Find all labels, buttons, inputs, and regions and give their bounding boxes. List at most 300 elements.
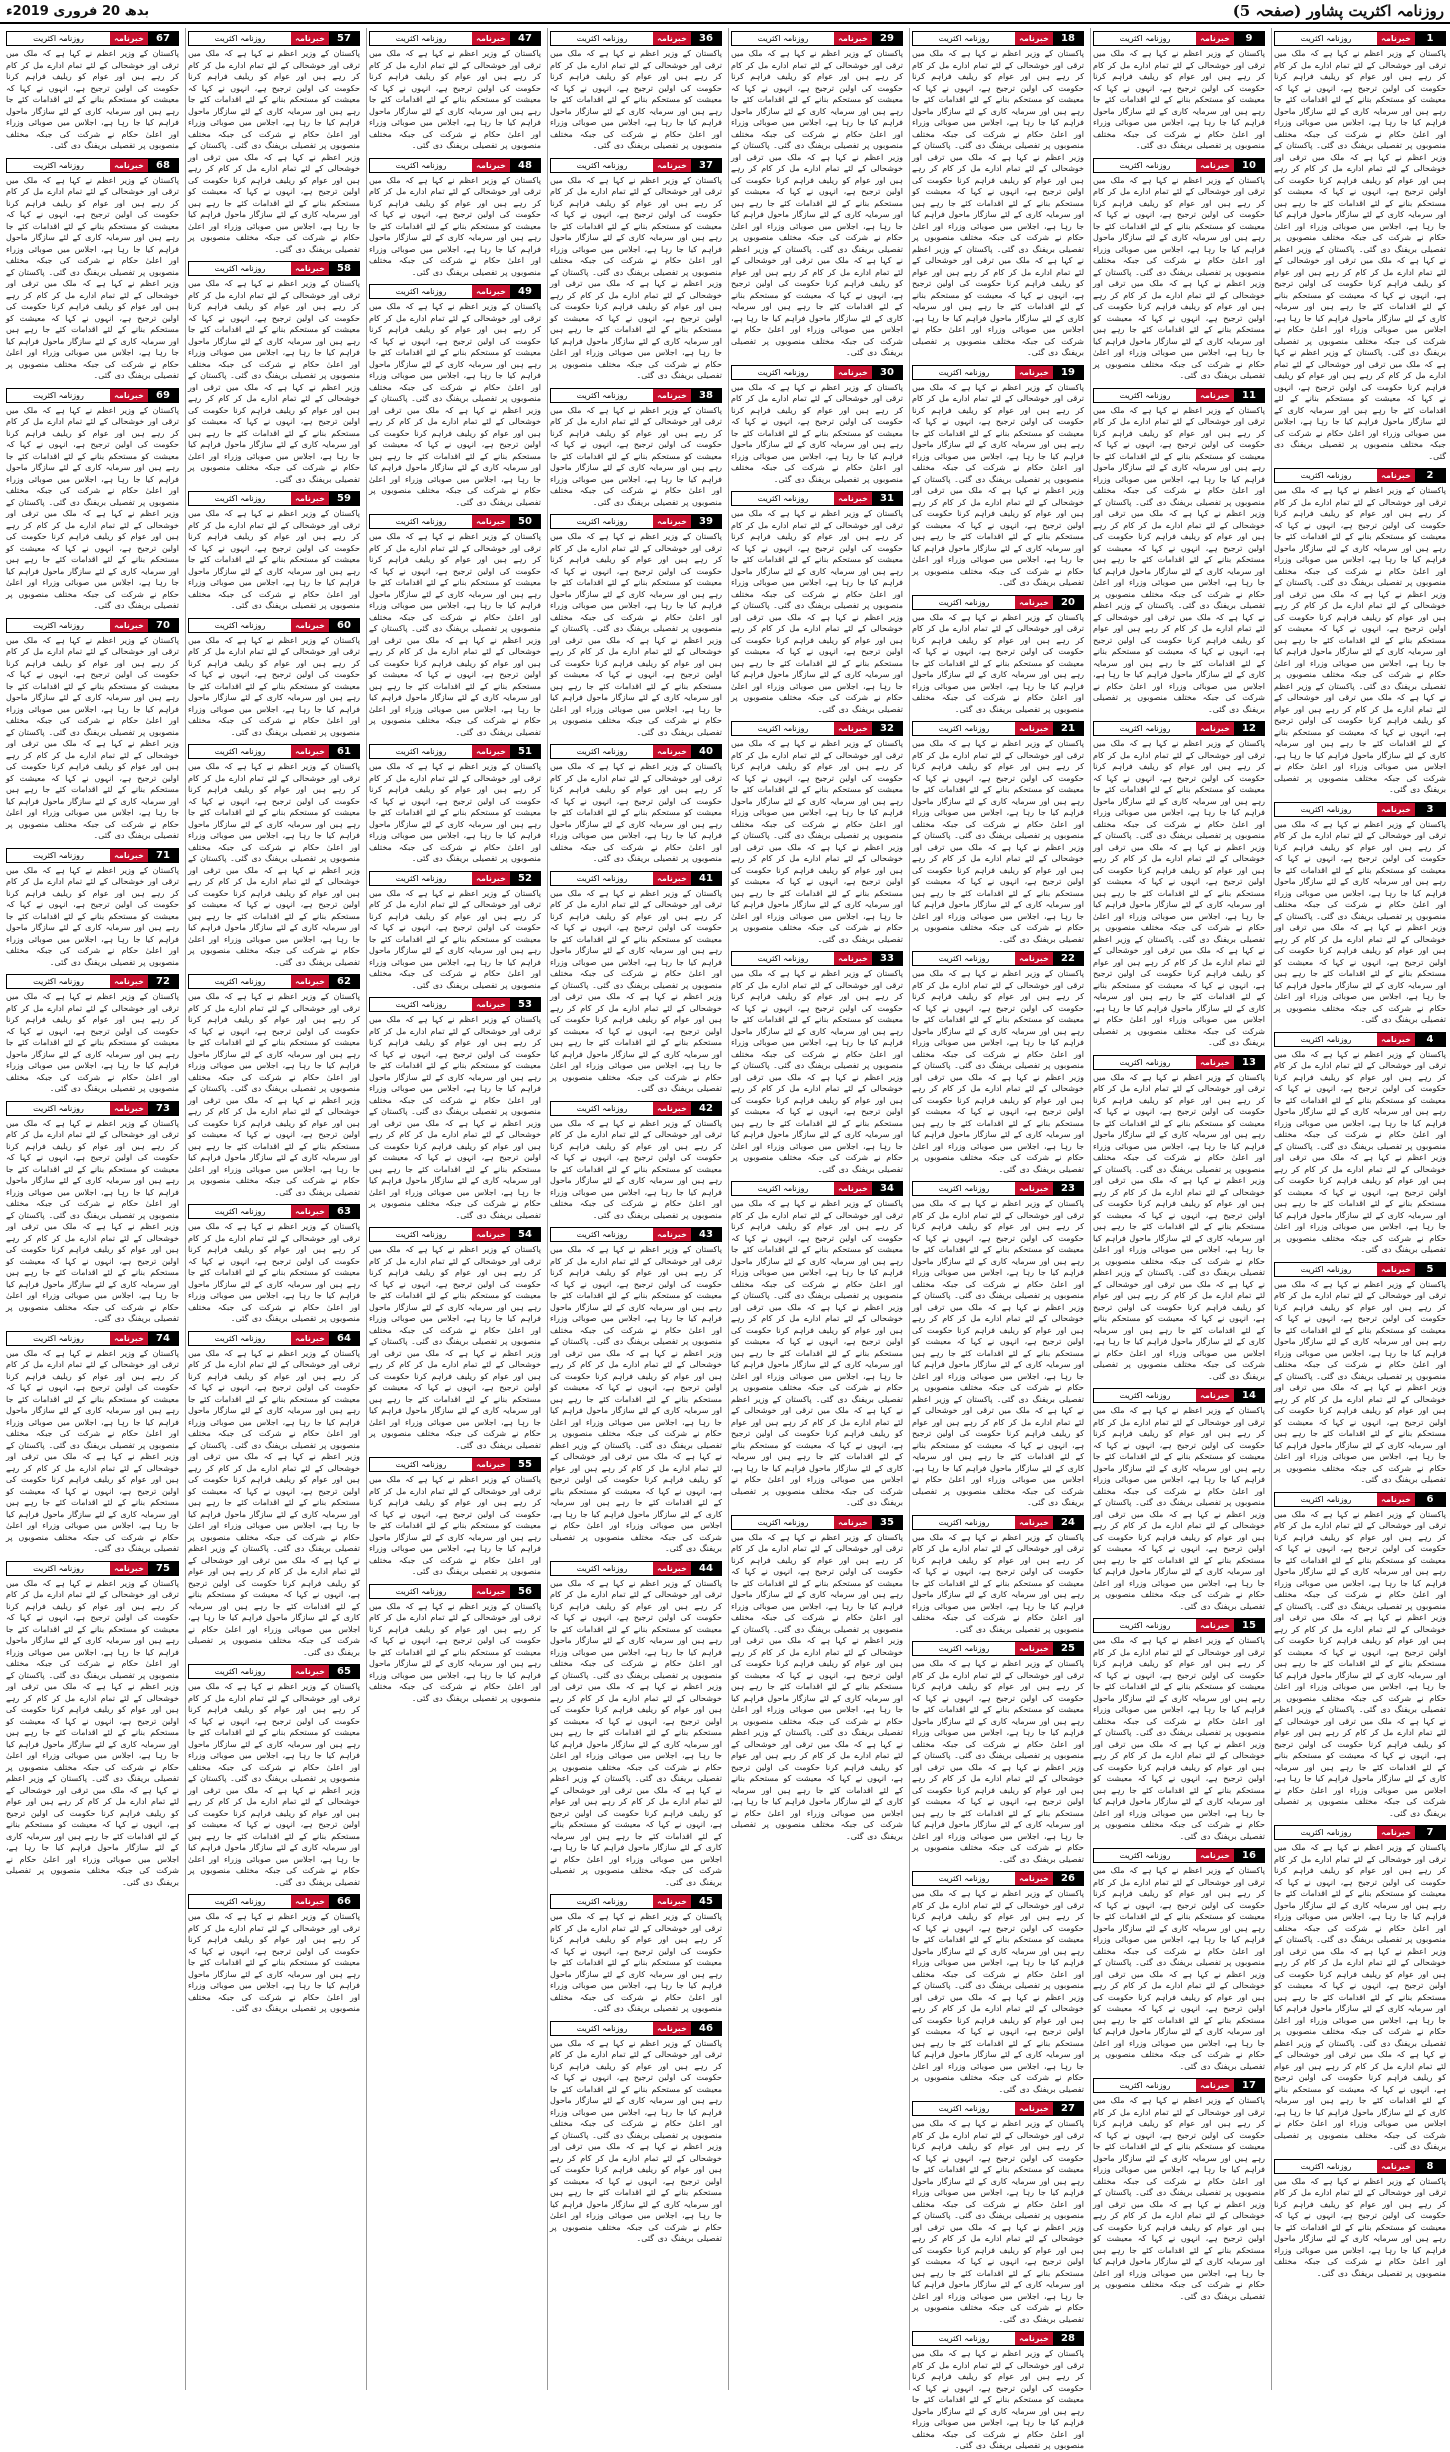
news-tag-label: خبرنامہ <box>834 952 872 965</box>
news-item-number: 63 <box>329 1205 359 1218</box>
title-text: روزنامہ اکثریت <box>1348 2 1444 20</box>
news-item-header <box>188 1664 360 1679</box>
news-source-label: روزنامہ اکثریت <box>189 745 291 758</box>
news-item <box>6 974 179 1095</box>
news-item-number: 38 <box>691 389 721 402</box>
news-item <box>6 31 179 152</box>
news-item-header <box>731 31 903 46</box>
news-item <box>188 31 360 255</box>
news-item-number: 67 <box>148 32 178 45</box>
news-tag-label: خبرنامہ <box>1015 32 1053 45</box>
news-item-header <box>912 721 1084 736</box>
news-item-number: 72 <box>148 975 178 988</box>
news-item-number: 41 <box>691 872 721 885</box>
news-tag-label: خبرنامہ <box>1015 366 1053 379</box>
news-source-label: روزنامہ اکثریت <box>1094 159 1196 172</box>
news-tag-label: خبرنامہ <box>1377 803 1415 816</box>
news-source-label: روزنامہ اکثریت <box>370 998 472 1011</box>
news-item-text: پاکستان کے وزیر اعظم نے کہا ہے کہ ملک میں ترقی اور خوشحالی کے لئے تمام ادارے مل کر کام کر رہے ہیں اور عوام کو ریلیف فراہم کرنا حکومت کی اولین ترجیح ہے، انہوں نے کہا کہ معیشت کو مستحکم بنانے کے لئے اقدامات کئے جا رہے ہیں اور سرمایہ کاری کے لئے سازگار ماحول فراہم کیا جا رہا ہے، اجلاس میں صوبائی وزراء اور اعلیٰ حکام نے شرکت کی جبکہ مختلف منصوبوں پر تفصیلی بریفنگ دی گئی۔ پاکستان کے وزیر اعظم نے کہا ہے کہ ملک میں ترقی اور خوشحالی کے لئے تمام ادارے مل کر کام کر رہے ہیں اور عوام کو ریلیف فراہم کرنا حکومت کی اولین ترجیح ہے، انہوں نے کہا کہ معیشت کو مستحکم بنانے کے لئے اقدامات کئے جا رہے ہیں اور سرمایہ کاری کے لئے سازگار ماحول فراہم کیا جا رہا ہے، اجلاس میں صوبائی وزراء اور اعلیٰ حکام نے شرکت کی جبکہ مختلف منصوبوں پر تفصیلی بریفنگ دی گئی۔ پاکستان کے وزیر اعظم نے کہا ہے کہ ملک میں ترقی اور خوشحالی کے لئے تمام ادارے مل کر کام کر رہے ہیں اور عوام کو ریلیف فراہم کرنا حکومت کی اولین ترجیح ہے، انہوں نے کہا کہ معیشت کو مستحکم بنانے کے لئے اقدامات کئے جا رہے ہیں اور سرمایہ کاری کے لئے سازگار ماحول فراہم کیا جا رہا ہے، اجلاس میں صوبائی وزراء اور اعلیٰ حکام نے شرکت کی جبکہ مختلف منصوبوں پر تفصیلی بریفنگ دی گئی۔ <box>912 1199 1084 1507</box>
news-column <box>728 28 905 2390</box>
news-item-text: پاکستان کے وزیر اعظم نے کہا ہے کہ ملک میں ترقی اور خوشحالی کے لئے تمام ادارے مل کر کام کر رہے ہیں اور عوام کو ریلیف فراہم کرنا حکومت کی اولین ترجیح ہے، انہوں نے کہا کہ معیشت کو مستحکم بنانے کے لئے اقدامات کئے جا رہے ہیں اور سرمایہ کاری کے لئے سازگار ماحول فراہم کیا جا رہا ہے، اجلاس میں صوبائی وزراء اور اعلیٰ حکام نے شرکت کی جبکہ مختلف منصوبوں پر تفصیلی بریفنگ دی گئی۔ پاکستان کے وزیر اعظم نے کہا ہے کہ ملک میں ترقی اور خوشحالی کے لئے تمام ادارے مل کر کام کر رہے ہیں اور عوام کو ریلیف فراہم کرنا حکومت کی اولین ترجیح ہے، انہوں نے کہا کہ معیشت کو مستحکم بنانے کے لئے اقدامات کئے جا رہے ہیں اور سرمایہ کاری کے لئے سازگار ماحول فراہم کیا جا رہا ہے، اجلاس میں صوبائی وزراء اور اعلیٰ حکام نے شرکت کی جبکہ مختلف منصوبوں پر تفصیلی بریفنگ دی گئی۔ پاکستان کے وزیر اعظم نے کہا ہے کہ ملک میں ترقی اور خوشحالی کے لئے تمام ادارے مل کر کام کر رہے ہیں اور عوام کو ریلیف فراہم کرنا حکومت کی اولین ترجیح ہے، انہوں نے کہا کہ معیشت کو مستحکم بنانے کے لئے اقدامات کئے جا رہے ہیں اور سرمایہ کاری کے لئے سازگار ماحول فراہم کیا جا رہا ہے، اجلاس میں صوبائی وزراء اور اعلیٰ حکام نے شرکت کی جبکہ مختلف منصوبوں پر تفصیلی بریفنگ دی گئی۔ <box>1274 1509 1446 1818</box>
news-source-label: روزنامہ اکثریت <box>913 1642 1015 1655</box>
news-tag-label: خبرنامہ <box>1377 2160 1415 2173</box>
news-tag-label: خبرنامہ <box>1015 2102 1053 2115</box>
news-tag-label: خبرنامہ <box>653 1228 691 1241</box>
news-tag-label: خبرنامہ <box>1377 469 1415 482</box>
news-item <box>912 951 1084 1175</box>
news-item-text: پاکستان کے وزیر اعظم نے کہا ہے کہ ملک میں ترقی اور خوشحالی کے لئے تمام ادارے مل کر کام کر رہے ہیں اور عوام کو ریلیف فراہم کرنا حکومت کی اولین ترجیح ہے، انہوں نے کہا کہ معیشت کو مستحکم بنانے کے لئے اقدامات کئے جا رہے ہیں اور سرمایہ کاری کے لئے سازگار ماحول فراہم کیا جا رہا ہے، اجلاس میں صوبائی وزراء اور اعلیٰ حکام نے شرکت کی جبکہ مختلف منصوبوں پر تفصیلی بریفنگ دی گئی۔ پاکستان کے وزیر اعظم نے کہا ہے کہ ملک میں ترقی اور خوشحالی کے لئے تمام ادارے مل کر کام کر رہے ہیں اور عوام کو ریلیف فراہم کرنا حکومت کی اولین ترجیح ہے، انہوں نے کہا کہ معیشت کو مستحکم بنانے کے لئے اقدامات کئے جا رہے ہیں اور سرمایہ کاری کے لئے سازگار ماحول فراہم کیا جا رہا ہے، اجلاس میں صوبائی وزراء اور اعلیٰ حکام نے شرکت کی جبکہ مختلف منصوبوں پر تفصیلی بریفنگ دی گئی۔ پاکستان کے وزیر اعظم نے کہا ہے کہ ملک میں ترقی اور خوشحالی کے لئے تمام ادارے مل کر کام کر رہے ہیں اور عوام کو ریلیف فراہم کرنا حکومت کی اولین ترجیح ہے، انہوں نے کہا کہ معیشت کو مستحکم بنانے کے لئے اقدامات کئے جا رہے ہیں اور سرمایہ کاری کے لئے سازگار ماحول فراہم کیا جا رہا ہے، اجلاس میں صوبائی وزراء اور اعلیٰ حکام نے شرکت کی جبکہ مختلف منصوبوں پر تفصیلی بریفنگ دی گئی۔ <box>731 1532 903 1841</box>
news-item-text: پاکستان کے وزیر اعظم نے کہا ہے کہ ملک میں ترقی اور خوشحالی کے لئے تمام ادارے مل کر کام کر رہے ہیں اور عوام کو ریلیف فراہم کرنا حکومت کی اولین ترجیح ہے، انہوں نے کہا کہ معیشت کو مستحکم بنانے کے لئے اقدامات کئے جا رہے ہیں اور سرمایہ کاری کے لئے سازگار ماحول فراہم کیا جا رہا ہے، اجلاس میں صوبائی وزراء اور اعلیٰ حکام نے شرکت کی جبکہ مختلف منصوبوں پر تفصیلی بریفنگ دی گئی۔ <box>550 49 722 150</box>
news-item <box>6 848 179 969</box>
news-item-header <box>912 31 1084 46</box>
news-item-number: 54 <box>510 1228 540 1241</box>
news-item-header <box>550 1101 722 1116</box>
news-item-header <box>550 744 722 759</box>
news-item <box>369 31 541 152</box>
news-item-header <box>912 365 1084 380</box>
news-item <box>369 1584 541 1705</box>
news-tag-label: خبرنامہ <box>1196 32 1234 45</box>
news-item-header <box>1274 1032 1446 1047</box>
news-item-header <box>369 158 541 173</box>
news-item-header <box>1274 802 1446 817</box>
news-item-number: 73 <box>148 1102 178 1115</box>
news-source-label: روزنامہ اکثریت <box>7 389 110 402</box>
news-item-header <box>369 284 541 299</box>
news-tag-label: خبرنامہ <box>110 1102 148 1115</box>
news-item-number: 61 <box>329 745 359 758</box>
news-item-number: 10 <box>1234 159 1264 172</box>
news-item <box>912 2331 1084 2452</box>
news-item-text: پاکستان کے وزیر اعظم نے کہا ہے کہ ملک میں ترقی اور خوشحالی کے لئے تمام ادارے مل کر کام کر رہے ہیں اور عوام کو ریلیف فراہم کرنا حکومت کی اولین ترجیح ہے، انہوں نے کہا کہ معیشت کو مستحکم بنانے کے لئے اقدامات کئے جا رہے ہیں اور سرمایہ کاری کے لئے سازگار ماحول فراہم کیا جا رہا ہے، اجلاس میں صوبائی وزراء اور اعلیٰ حکام نے شرکت کی جبکہ مختلف منصوبوں پر تفصیلی بریفنگ دی گئی۔ پاکستان کے وزیر اعظم نے کہا ہے کہ ملک میں ترقی اور خوشحالی کے لئے تمام ادارے مل کر کام کر رہے ہیں اور عوام کو ریلیف فراہم کرنا حکومت کی اولین ترجیح ہے، انہوں نے کہا کہ معیشت کو مستحکم بنانے کے لئے اقدامات کئے جا رہے ہیں اور سرمایہ کاری کے لئے سازگار ماحول فراہم کیا جا رہا ہے، اجلاس میں صوبائی وزراء اور اعلیٰ حکام نے شرکت کی جبکہ مختلف منصوبوں پر تفصیلی بریفنگ دی گئی۔ <box>1274 1279 1446 1484</box>
news-item-text: پاکستان کے وزیر اعظم نے کہا ہے کہ ملک میں ترقی اور خوشحالی کے لئے تمام ادارے مل کر کام کر رہے ہیں اور عوام کو ریلیف فراہم کرنا حکومت کی اولین ترجیح ہے، انہوں نے کہا کہ معیشت کو مستحکم بنانے کے لئے اقدامات کئے جا رہے ہیں اور سرمایہ کاری کے لئے سازگار ماحول فراہم کیا جا رہا ہے، اجلاس میں صوبائی وزراء اور اعلیٰ حکام نے شرکت کی جبکہ مختلف منصوبوں پر تفصیلی بریفنگ دی گئی۔ <box>1274 2176 1446 2278</box>
news-item-number: 66 <box>329 1895 359 1908</box>
news-column <box>366 28 543 2390</box>
news-source-label: روزنامہ اکثریت <box>1275 1826 1377 1839</box>
news-item-number: 51 <box>510 745 540 758</box>
news-item-number: 22 <box>1053 952 1083 965</box>
news-item <box>550 1894 722 2015</box>
news-item-header <box>188 1204 360 1219</box>
news-source-label: روزنامہ اکثریت <box>1094 32 1196 45</box>
news-tag-label: خبرنامہ <box>110 1332 148 1345</box>
news-item-number: 65 <box>329 1665 359 1678</box>
news-item-header <box>912 1181 1084 1196</box>
news-item-header <box>550 2021 722 2036</box>
news-item <box>731 1515 903 1843</box>
news-item-number: 21 <box>1053 722 1083 735</box>
news-item-text: پاکستان کے وزیر اعظم نے کہا ہے کہ ملک میں ترقی اور خوشحالی کے لئے تمام ادارے مل کر کام کر رہے ہیں اور عوام کو ریلیف فراہم کرنا حکومت کی اولین ترجیح ہے، انہوں نے کہا کہ معیشت کو مستحکم بنانے کے لئے اقدامات کئے جا رہے ہیں اور سرمایہ کاری کے لئے سازگار ماحول فراہم کیا جا رہا ہے، اجلاس میں صوبائی وزراء اور اعلیٰ حکام نے شرکت کی جبکہ مختلف منصوبوں پر تفصیلی بریفنگ دی گئی۔ پاکستان کے وزیر اعظم نے کہا ہے کہ ملک میں ترقی اور خوشحالی کے لئے تمام ادارے مل کر کام کر رہے ہیں اور عوام کو ریلیف فراہم کرنا حکومت کی اولین ترجیح ہے، انہوں نے کہا کہ معیشت کو مستحکم بنانے کے لئے اقدامات کئے جا رہے ہیں اور سرمایہ کاری کے لئے سازگار ماحول فراہم کیا جا رہا ہے، اجلاس میں صوبائی وزراء اور اعلیٰ حکام نے شرکت کی جبکہ مختلف منصوبوں پر تفصیلی بریفنگ دی گئی۔ <box>188 279 360 484</box>
news-item-number: 32 <box>872 722 902 735</box>
news-item-header <box>188 491 360 506</box>
news-item-text: پاکستان کے وزیر اعظم نے کہا ہے کہ ملک میں ترقی اور خوشحالی کے لئے تمام ادارے مل کر کام کر رہے ہیں اور عوام کو ریلیف فراہم کرنا حکومت کی اولین ترجیح ہے، انہوں نے کہا کہ معیشت کو مستحکم بنانے کے لئے اقدامات کئے جا رہے ہیں اور سرمایہ کاری کے لئے سازگار ماحول فراہم کیا جا رہا ہے، اجلاس میں صوبائی وزراء اور اعلیٰ حکام نے شرکت کی جبکہ مختلف منصوبوں پر تفصیلی بریفنگ دی گئی۔ پاکستان کے وزیر اعظم نے کہا ہے کہ ملک میں ترقی اور خوشحالی کے لئے تمام ادارے مل کر کام کر رہے ہیں اور عوام کو ریلیف فراہم کرنا حکومت کی اولین ترجیح ہے، انہوں نے کہا کہ معیشت کو مستحکم بنانے کے لئے اقدامات کئے جا رہے ہیں اور سرمایہ کاری کے لئے سازگار ماحول فراہم کیا جا رہا ہے، اجلاس میں صوبائی وزراء اور اعلیٰ حکام نے شرکت کی جبکہ مختلف منصوبوں پر تفصیلی بریفنگ دی گئی۔ <box>1093 1866 1265 2071</box>
news-item-header <box>6 848 179 863</box>
news-item-header <box>912 1641 1084 1656</box>
news-item-header <box>369 31 541 46</box>
news-item-header <box>369 1457 541 1472</box>
news-item-number: 4 <box>1415 1033 1445 1046</box>
news-item-text: پاکستان کے وزیر اعظم نے کہا ہے کہ ملک میں ترقی اور خوشحالی کے لئے تمام ادارے مل کر کام کر رہے ہیں اور عوام کو ریلیف فراہم کرنا حکومت کی اولین ترجیح ہے، انہوں نے کہا کہ معیشت کو مستحکم بنانے کے لئے اقدامات کئے جا رہے ہیں اور سرمایہ کاری کے لئے سازگار ماحول فراہم کیا جا رہا ہے، اجلاس میں صوبائی وزراء اور اعلیٰ حکام نے شرکت کی جبکہ مختلف منصوبوں پر تفصیلی بریفنگ دی گئی۔ پاکستان کے وزیر اعظم نے کہا ہے کہ ملک میں ترقی اور خوشحالی کے لئے تمام ادارے مل کر کام کر رہے ہیں اور عوام کو ریلیف فراہم کرنا حکومت کی اولین ترجیح ہے، انہوں نے کہا کہ معیشت کو مستحکم بنانے کے لئے اقدامات کئے جا رہے ہیں اور سرمایہ کاری کے لئے سازگار ماحول فراہم کیا جا رہا ہے، اجلاس میں صوبائی وزراء اور اعلیٰ حکام نے شرکت کی جبکہ مختلف منصوبوں پر تفصیلی بریفنگ دی گئی۔ <box>1093 1636 1265 1841</box>
news-item-number: 9 <box>1234 32 1264 45</box>
news-item-header <box>1093 2078 1265 2093</box>
page-number: (صفحہ 5) <box>1232 2 1302 20</box>
news-item-text: پاکستان کے وزیر اعظم نے کہا ہے کہ ملک میں ترقی اور خوشحالی کے لئے تمام ادارے مل کر کام کر رہے ہیں اور عوام کو ریلیف فراہم کرنا حکومت کی اولین ترجیح ہے، انہوں نے کہا کہ معیشت کو مستحکم بنانے کے لئے اقدامات کئے جا رہے ہیں اور سرمایہ کاری کے لئے سازگار ماحول فراہم کیا جا رہا ہے، اجلاس میں صوبائی وزراء اور اعلیٰ حکام نے شرکت کی جبکہ مختلف منصوبوں پر تفصیلی بریفنگ دی گئی۔ پاکستان کے وزیر اعظم نے کہا ہے کہ ملک میں ترقی اور خوشحالی کے لئے تمام ادارے مل کر کام کر رہے ہیں اور عوام کو ریلیف فراہم کرنا حکومت کی اولین ترجیح ہے، انہوں نے کہا کہ معیشت کو مستحکم بنانے کے لئے اقدامات کئے جا رہے ہیں اور سرمایہ کاری کے لئے سازگار ماحول فراہم کیا جا رہا ہے، اجلاس میں صوبائی وزراء اور اعلیٰ حکام نے شرکت کی جبکہ مختلف منصوبوں پر تفصیلی بریفنگ دی گئی۔ <box>6 635 179 840</box>
news-tag-label: خبرنامہ <box>472 1228 510 1241</box>
news-item-text: پاکستان کے وزیر اعظم نے کہا ہے کہ ملک میں ترقی اور خوشحالی کے لئے تمام ادارے مل کر کام کر رہے ہیں اور عوام کو ریلیف فراہم کرنا حکومت کی اولین ترجیح ہے، انہوں نے کہا کہ معیشت کو مستحکم بنانے کے لئے اقدامات کئے جا رہے ہیں اور سرمایہ کاری کے لئے سازگار ماحول فراہم کیا جا رہا ہے، اجلاس میں صوبائی وزراء اور اعلیٰ حکام نے شرکت کی جبکہ مختلف منصوبوں پر تفصیلی بریفنگ دی گئی۔ پاکستان کے وزیر اعظم نے کہا ہے کہ ملک میں ترقی اور خوشحالی کے لئے تمام ادارے مل کر کام کر رہے ہیں اور عوام کو ریلیف فراہم کرنا حکومت کی اولین ترجیح ہے، انہوں نے کہا کہ معیشت کو مستحکم بنانے کے لئے اقدامات کئے جا رہے ہیں اور سرمایہ کاری کے لئے سازگار ماحول فراہم کیا جا رہا ہے، اجلاس میں صوبائی وزراء اور اعلیٰ حکام نے شرکت کی جبکہ مختلف منصوبوں پر تفصیلی بریفنگ دی گئی۔ <box>731 509 903 714</box>
news-tag-label: خبرنامہ <box>834 1182 872 1195</box>
news-item <box>912 595 1084 716</box>
news-item <box>731 721 903 945</box>
news-tag-label: خبرنامہ <box>1377 1826 1415 1839</box>
news-tag-label: خبرنامہ <box>472 285 510 298</box>
news-item-header <box>912 1871 1084 1886</box>
news-item-header <box>188 31 360 46</box>
news-item-text: پاکستان کے وزیر اعظم نے کہا ہے کہ ملک میں ترقی اور خوشحالی کے لئے تمام ادارے مل کر کام کر رہے ہیں اور عوام کو ریلیف فراہم کرنا حکومت کی اولین ترجیح ہے، انہوں نے کہا کہ معیشت کو مستحکم بنانے کے لئے اقدامات کئے جا رہے ہیں اور سرمایہ کاری کے لئے سازگار ماحول فراہم کیا جا رہا ہے، اجلاس میں صوبائی وزراء اور اعلیٰ حکام نے شرکت کی جبکہ مختلف منصوبوں پر تفصیلی بریفنگ دی گئی۔ پاکستان کے وزیر اعظم نے کہا ہے کہ ملک میں ترقی اور خوشحالی کے لئے تمام ادارے مل کر کام کر رہے ہیں اور عوام کو ریلیف فراہم کرنا حکومت کی اولین ترجیح ہے، انہوں نے کہا کہ معیشت کو مستحکم بنانے کے لئے اقدامات کئے جا رہے ہیں اور سرمایہ کاری کے لئے سازگار ماحول فراہم کیا جا رہا ہے، اجلاس میں صوبائی وزراء اور اعلیٰ حکام نے شرکت کی جبکہ مختلف منصوبوں پر تفصیلی بریفنگ دی گئی۔ <box>188 49 360 254</box>
news-item-text: پاکستان کے وزیر اعظم نے کہا ہے کہ ملک میں ترقی اور خوشحالی کے لئے تمام ادارے مل کر کام کر رہے ہیں اور عوام کو ریلیف فراہم کرنا حکومت کی اولین ترجیح ہے، انہوں نے کہا کہ معیشت کو مستحکم بنانے کے لئے اقدامات کئے جا رہے ہیں اور سرمایہ کاری کے لئے سازگار ماحول فراہم کیا جا رہا ہے، اجلاس میں صوبائی وزراء اور اعلیٰ حکام نے شرکت کی جبکہ مختلف منصوبوں پر تفصیلی بریفنگ دی گئی۔ <box>550 1118 722 1220</box>
news-tag-label: خبرنامہ <box>291 975 329 988</box>
news-item <box>1093 2078 1265 2302</box>
news-item <box>1274 802 1446 1026</box>
news-item-number: 57 <box>329 32 359 45</box>
news-item <box>1274 1825 1446 2153</box>
news-item-header <box>550 1894 722 1909</box>
news-item <box>912 1641 1084 1865</box>
news-item-number: 69 <box>148 389 178 402</box>
news-item-number: 31 <box>872 492 902 505</box>
news-item <box>6 388 179 612</box>
news-item-header <box>731 1181 903 1196</box>
news-item-number: 12 <box>1234 722 1264 735</box>
news-item-header <box>1274 2159 1446 2174</box>
news-item <box>912 31 1084 359</box>
news-source-label: روزنامہ اکثریت <box>1094 1849 1196 1862</box>
news-tag-label: خبرنامہ <box>291 1895 329 1908</box>
news-source-label: روزنامہ اکثریت <box>1094 1056 1196 1069</box>
news-source-label: روزنامہ اکثریت <box>551 1228 653 1241</box>
news-source-label: روزنامہ اکثریت <box>189 32 291 45</box>
news-tag-label: خبرنامہ <box>1015 952 1053 965</box>
news-tag-label: خبرنامہ <box>653 872 691 885</box>
news-item <box>912 2101 1084 2325</box>
news-item <box>188 1664 360 1888</box>
news-tag-label: خبرنامہ <box>291 32 329 45</box>
news-item <box>731 1181 903 1509</box>
news-item-header <box>550 1227 722 1242</box>
news-tag-label: خبرنامہ <box>1015 722 1053 735</box>
news-item-text: پاکستان کے وزیر اعظم نے کہا ہے کہ ملک میں ترقی اور خوشحالی کے لئے تمام ادارے مل کر کام کر رہے ہیں اور عوام کو ریلیف فراہم کرنا حکومت کی اولین ترجیح ہے، انہوں نے کہا کہ معیشت کو مستحکم بنانے کے لئے اقدامات کئے جا رہے ہیں اور سرمایہ کاری کے لئے سازگار ماحول فراہم کیا جا رہا ہے، اجلاس میں صوبائی وزراء اور اعلیٰ حکام نے شرکت کی جبکہ مختلف منصوبوں پر تفصیلی بریفنگ دی گئی۔ پاکستان کے وزیر اعظم نے کہا ہے کہ ملک میں ترقی اور خوشحالی کے لئے تمام ادارے مل کر کام کر رہے ہیں اور عوام کو ریلیف فراہم کرنا حکومت کی اولین ترجیح ہے، انہوں نے کہا کہ معیشت کو مستحکم بنانے کے لئے اقدامات کئے جا رہے ہیں اور سرمایہ کاری کے لئے سازگار ماحول فراہم کیا جا رہا ہے، اجلاس میں صوبائی وزراء اور اعلیٰ حکام نے شرکت کی جبکہ مختلف منصوبوں پر تفصیلی بریفنگ دی گئی۔ <box>1274 819 1446 1024</box>
news-item-text: پاکستان کے وزیر اعظم نے کہا ہے کہ ملک میں ترقی اور خوشحالی کے لئے تمام ادارے مل کر کام کر رہے ہیں اور عوام کو ریلیف فراہم کرنا حکومت کی اولین ترجیح ہے، انہوں نے کہا کہ معیشت کو مستحکم بنانے کے لئے اقدامات کئے جا رہے ہیں اور سرمایہ کاری کے لئے سازگار ماحول فراہم کیا جا رہا ہے، اجلاس میں صوبائی وزراء اور اعلیٰ حکام نے شرکت کی جبکہ مختلف منصوبوں پر تفصیلی بریفنگ دی گئی۔ <box>6 865 179 967</box>
news-item <box>1093 1848 1265 2072</box>
news-source-label: روزنامہ اکثریت <box>551 515 653 528</box>
news-tag-label: خبرنامہ <box>472 515 510 528</box>
news-item-text: پاکستان کے وزیر اعظم نے کہا ہے کہ ملک میں ترقی اور خوشحالی کے لئے تمام ادارے مل کر کام کر رہے ہیں اور عوام کو ریلیف فراہم کرنا حکومت کی اولین ترجیح ہے، انہوں نے کہا کہ معیشت کو مستحکم بنانے کے لئے اقدامات کئے جا رہے ہیں اور سرمایہ کاری کے لئے سازگار ماحول فراہم کیا جا رہا ہے، اجلاس میں صوبائی وزراء اور اعلیٰ حکام نے شرکت کی جبکہ مختلف منصوبوں پر تفصیلی بریفنگ دی گئی۔ پاکستان کے وزیر اعظم نے کہا ہے کہ ملک میں ترقی اور خوشحالی کے لئے تمام ادارے مل کر کام کر رہے ہیں اور عوام کو ریلیف فراہم کرنا حکومت کی اولین ترجیح ہے، انہوں نے کہا کہ معیشت کو مستحکم بنانے کے لئے اقدامات کئے جا رہے ہیں اور سرمایہ کاری کے لئے سازگار ماحول فراہم کیا جا رہا ہے، اجلاس میں صوبائی وزراء اور اعلیٰ حکام نے شرکت کی جبکہ مختلف منصوبوں پر تفصیلی بریفنگ دی گئی۔ پاکستان کے وزیر اعظم نے کہا ہے کہ ملک میں ترقی اور خوشحالی کے لئے تمام ادارے مل کر کام کر رہے ہیں اور عوام کو ریلیف فراہم کرنا حکومت کی اولین ترجیح ہے، انہوں نے کہا کہ معیشت کو مستحکم بنانے کے لئے اقدامات کئے جا رہے ہیں اور سرمایہ کاری کے لئے سازگار ماحول فراہم کیا جا رہا ہے، اجلاس میں صوبائی وزراء اور اعلیٰ حکام نے شرکت کی جبکہ مختلف منصوبوں پر تفصیلی بریفنگ دی گئی۔ <box>1093 405 1265 714</box>
news-item-number: 23 <box>1053 1182 1083 1195</box>
news-item-header <box>6 158 179 173</box>
news-item-header <box>369 514 541 529</box>
news-item <box>550 1101 722 1222</box>
news-source-label: روزنامہ اکثریت <box>1275 803 1377 816</box>
news-item-text: پاکستان کے وزیر اعظم نے کہا ہے کہ ملک میں ترقی اور خوشحالی کے لئے تمام ادارے مل کر کام کر رہے ہیں اور عوام کو ریلیف فراہم کرنا حکومت کی اولین ترجیح ہے، انہوں نے کہا کہ معیشت کو مستحکم بنانے کے لئے اقدامات کئے جا رہے ہیں اور سرمایہ کاری کے لئے سازگار ماحول فراہم کیا جا رہا ہے، اجلاس میں صوبائی وزراء اور اعلیٰ حکام نے شرکت کی جبکہ مختلف منصوبوں پر تفصیلی بریفنگ دی گئی۔ پاکستان کے وزیر اعظم نے کہا ہے کہ ملک میں ترقی اور خوشحالی کے لئے تمام ادارے مل کر کام کر رہے ہیں اور عوام کو ریلیف فراہم کرنا حکومت کی اولین ترجیح ہے، انہوں نے کہا کہ معیشت کو مستحکم بنانے کے لئے اقدامات کئے جا رہے ہیں اور سرمایہ کاری کے لئے سازگار ماحول فراہم کیا جا رہا ہے، اجلاس میں صوبائی وزراء اور اعلیٰ حکام نے شرکت کی جبکہ مختلف منصوبوں پر تفصیلی بریفنگ دی گئی۔ <box>6 405 179 610</box>
news-item-number: 14 <box>1234 1389 1264 1402</box>
news-item-header <box>912 951 1084 966</box>
news-source-label: روزنامہ اکثریت <box>551 1895 653 1908</box>
news-item-header <box>1274 31 1446 46</box>
news-item-text: پاکستان کے وزیر اعظم نے کہا ہے کہ ملک میں ترقی اور خوشحالی کے لئے تمام ادارے مل کر کام کر رہے ہیں اور عوام کو ریلیف فراہم کرنا حکومت کی اولین ترجیح ہے، انہوں نے کہا کہ معیشت کو مستحکم بنانے کے لئے اقدامات کئے جا رہے ہیں اور سرمایہ کاری کے لئے سازگار ماحول فراہم کیا جا رہا ہے، اجلاس میں صوبائی وزراء اور اعلیٰ حکام نے شرکت کی جبکہ مختلف منصوبوں پر تفصیلی بریفنگ دی گئی۔ <box>912 1532 1084 1634</box>
news-source-label: روزنامہ اکثریت <box>913 1872 1015 1885</box>
news-item-header <box>912 2331 1084 2346</box>
news-tag-label: خبرنامہ <box>291 619 329 632</box>
news-tag-label: خبرنامہ <box>1015 1182 1053 1195</box>
news-item-text: پاکستان کے وزیر اعظم نے کہا ہے کہ ملک میں ترقی اور خوشحالی کے لئے تمام ادارے مل کر کام کر رہے ہیں اور عوام کو ریلیف فراہم کرنا حکومت کی اولین ترجیح ہے، انہوں نے کہا کہ معیشت کو مستحکم بنانے کے لئے اقدامات کئے جا رہے ہیں اور سرمایہ کاری کے لئے سازگار ماحول فراہم کیا جا رہا ہے، اجلاس میں صوبائی وزراء اور اعلیٰ حکام نے شرکت کی جبکہ مختلف منصوبوں پر تفصیلی بریفنگ دی گئی۔ <box>550 762 722 863</box>
news-source-label: روزنامہ اکثریت <box>7 32 110 45</box>
news-source-label: روزنامہ اکثریت <box>189 262 291 275</box>
news-tag-label: خبرنامہ <box>1196 1619 1234 1632</box>
news-item-text: پاکستان کے وزیر اعظم نے کہا ہے کہ ملک میں ترقی اور خوشحالی کے لئے تمام ادارے مل کر کام کر رہے ہیں اور عوام کو ریلیف فراہم کرنا حکومت کی اولین ترجیح ہے، انہوں نے کہا کہ معیشت کو مستحکم بنانے کے لئے اقدامات کئے جا رہے ہیں اور سرمایہ کاری کے لئے سازگار ماحول فراہم کیا جا رہا ہے، اجلاس میں صوبائی وزراء اور اعلیٰ حکام نے شرکت کی جبکہ مختلف منصوبوں پر تفصیلی بریفنگ دی گئی۔ <box>731 382 903 484</box>
news-item-number: 24 <box>1053 1516 1083 1529</box>
news-tag-label: خبرنامہ <box>291 1332 329 1345</box>
news-item-number: 3 <box>1415 803 1445 816</box>
news-item-text: پاکستان کے وزیر اعظم نے کہا ہے کہ ملک میں ترقی اور خوشحالی کے لئے تمام ادارے مل کر کام کر رہے ہیں اور عوام کو ریلیف فراہم کرنا حکومت کی اولین ترجیح ہے، انہوں نے کہا کہ معیشت کو مستحکم بنانے کے لئے اقدامات کئے جا رہے ہیں اور سرمایہ کاری کے لئے سازگار ماحول فراہم کیا جا رہا ہے، اجلاس میں صوبائی وزراء اور اعلیٰ حکام نے شرکت کی جبکہ مختلف منصوبوں پر تفصیلی بریفنگ دی گئی۔ <box>369 1475 541 1576</box>
news-item <box>188 1894 360 2015</box>
news-tag-label: خبرنامہ <box>110 1562 148 1575</box>
news-tag-label: خبرنامہ <box>1196 1849 1234 1862</box>
news-item-number: 27 <box>1053 2102 1083 2115</box>
news-tag-label: خبرنامہ <box>472 1458 510 1471</box>
news-item-text: پاکستان کے وزیر اعظم نے کہا ہے کہ ملک میں ترقی اور خوشحالی کے لئے تمام ادارے مل کر کام کر رہے ہیں اور عوام کو ریلیف فراہم کرنا حکومت کی اولین ترجیح ہے، انہوں نے کہا کہ معیشت کو مستحکم بنانے کے لئے اقدامات کئے جا رہے ہیں اور سرمایہ کاری کے لئے سازگار ماحول فراہم کیا جا رہا ہے، اجلاس میں صوبائی وزراء اور اعلیٰ حکام نے شرکت کی جبکہ مختلف منصوبوں پر تفصیلی بریفنگ دی گئی۔ پاکستان کے وزیر اعظم نے کہا ہے کہ ملک میں ترقی اور خوشحالی کے لئے تمام ادارے مل کر کام کر رہے ہیں اور عوام کو ریلیف فراہم کرنا حکومت کی اولین ترجیح ہے، انہوں نے کہا کہ معیشت کو مستحکم بنانے کے لئے اقدامات کئے جا رہے ہیں اور سرمایہ کاری کے لئے سازگار ماحول فراہم کیا جا رہا ہے، اجلاس میں صوبائی وزراء اور اعلیٰ حکام نے شرکت کی جبکہ مختلف منصوبوں پر تفصیلی بریفنگ دی گئی۔ <box>550 532 722 737</box>
news-item-number: 19 <box>1053 366 1083 379</box>
news-item-text: پاکستان کے وزیر اعظم نے کہا ہے کہ ملک میں ترقی اور خوشحالی کے لئے تمام ادارے مل کر کام کر رہے ہیں اور عوام کو ریلیف فراہم کرنا حکومت کی اولین ترجیح ہے، انہوں نے کہا کہ معیشت کو مستحکم بنانے کے لئے اقدامات کئے جا رہے ہیں اور سرمایہ کاری کے لئے سازگار ماحول فراہم کیا جا رہا ہے، اجلاس میں صوبائی وزراء اور اعلیٰ حکام نے شرکت کی جبکہ مختلف منصوبوں پر تفصیلی بریفنگ دی گئی۔ پاکستان کے وزیر اعظم نے کہا ہے کہ ملک میں ترقی اور خوشحالی کے لئے تمام ادارے مل کر کام کر رہے ہیں اور عوام کو ریلیف فراہم کرنا حکومت کی اولین ترجیح ہے، انہوں نے کہا کہ معیشت کو مستحکم بنانے کے لئے اقدامات کئے جا رہے ہیں اور سرمایہ کاری کے لئے سازگار ماحول فراہم کیا جا رہا ہے، اجلاس میں صوبائی وزراء اور اعلیٰ حکام نے شرکت کی جبکہ مختلف منصوبوں پر تفصیلی بریفنگ دی گئی۔ <box>188 1682 360 1887</box>
news-item-number: 20 <box>1053 596 1083 609</box>
news-source-label: روزنامہ اکثریت <box>913 2102 1015 2115</box>
news-source-label: روزنامہ اکثریت <box>189 492 291 505</box>
news-item-text: پاکستان کے وزیر اعظم نے کہا ہے کہ ملک میں ترقی اور خوشحالی کے لئے تمام ادارے مل کر کام کر رہے ہیں اور عوام کو ریلیف فراہم کرنا حکومت کی اولین ترجیح ہے، انہوں نے کہا کہ معیشت کو مستحکم بنانے کے لئے اقدامات کئے جا رہے ہیں اور سرمایہ کاری کے لئے سازگار ماحول فراہم کیا جا رہا ہے، اجلاس میں صوبائی وزراء اور اعلیٰ حکام نے شرکت کی جبکہ مختلف منصوبوں پر تفصیلی بریفنگ دی گئی۔ <box>188 635 360 737</box>
news-tag-label: خبرنامہ <box>1015 1516 1053 1529</box>
news-item-text: پاکستان کے وزیر اعظم نے کہا ہے کہ ملک میں ترقی اور خوشحالی کے لئے تمام ادارے مل کر کام کر رہے ہیں اور عوام کو ریلیف فراہم کرنا حکومت کی اولین ترجیح ہے، انہوں نے کہا کہ معیشت کو مستحکم بنانے کے لئے اقدامات کئے جا رہے ہیں اور سرمایہ کاری کے لئے سازگار ماحول فراہم کیا جا رہا ہے، اجلاس میں صوبائی وزراء اور اعلیٰ حکام نے شرکت کی جبکہ مختلف منصوبوں پر تفصیلی بریفنگ دی گئی۔ پاکستان کے وزیر اعظم نے کہا ہے کہ ملک میں ترقی اور خوشحالی کے لئے تمام ادارے مل کر کام کر رہے ہیں اور عوام کو ریلیف فراہم کرنا حکومت کی اولین ترجیح ہے، انہوں نے کہا کہ معیشت کو مستحکم بنانے کے لئے اقدامات کئے جا رہے ہیں اور سرمایہ کاری کے لئے سازگار ماحول فراہم کیا جا رہا ہے، اجلاس میں صوبائی وزراء اور اعلیٰ حکام نے شرکت کی جبکہ مختلف منصوبوں پر تفصیلی بریفنگ دی گئی۔ پاکستان کے وزیر اعظم نے کہا ہے کہ ملک میں ترقی اور خوشحالی کے لئے تمام ادارے مل کر کام کر رہے ہیں اور عوام کو ریلیف فراہم کرنا حکومت کی اولین ترجیح ہے، انہوں نے کہا کہ معیشت کو مستحکم بنانے کے لئے اقدامات کئے جا رہے ہیں اور سرمایہ کاری کے لئے سازگار ماحول فراہم کیا جا رہا ہے، اجلاس میں صوبائی وزراء اور اعلیٰ حکام نے شرکت کی جبکہ مختلف منصوبوں پر تفصیلی بریفنگ دی گئی۔ <box>731 49 903 357</box>
news-item-number: 50 <box>510 515 540 528</box>
news-tag-label: خبرنامہ <box>1196 389 1234 402</box>
news-item-text: پاکستان کے وزیر اعظم نے کہا ہے کہ ملک میں ترقی اور خوشحالی کے لئے تمام ادارے مل کر کام کر رہے ہیں اور عوام کو ریلیف فراہم کرنا حکومت کی اولین ترجیح ہے، انہوں نے کہا کہ معیشت کو مستحکم بنانے کے لئے اقدامات کئے جا رہے ہیں اور سرمایہ کاری کے لئے سازگار ماحول فراہم کیا جا رہا ہے، اجلاس میں صوبائی وزراء اور اعلیٰ حکام نے شرکت کی جبکہ مختلف منصوبوں پر تفصیلی بریفنگ دی گئی۔ پاکستان کے وزیر اعظم نے کہا ہے کہ ملک میں ترقی اور خوشحالی کے لئے تمام ادارے مل کر کام کر رہے ہیں اور عوام کو ریلیف فراہم کرنا حکومت کی اولین ترجیح ہے، انہوں نے کہا کہ معیشت کو مستحکم بنانے کے لئے اقدامات کئے جا رہے ہیں اور سرمایہ کاری کے لئے سازگار ماحول فراہم کیا جا رہا ہے، اجلاس میں صوبائی وزراء اور اعلیٰ حکام نے شرکت کی جبکہ مختلف منصوبوں پر تفصیلی بریفنگ دی گئی۔ <box>1093 175 1265 380</box>
news-item-header <box>912 2101 1084 2116</box>
news-source-label: روزنامہ اکثریت <box>732 492 834 505</box>
news-source-label: روزنامہ اکثریت <box>1275 2160 1377 2173</box>
news-tag-label: خبرنامہ <box>834 1516 872 1529</box>
news-item-number: 18 <box>1053 32 1083 45</box>
news-tag-label: خبرنامہ <box>110 975 148 988</box>
news-item-header <box>731 491 903 506</box>
news-item-number: 44 <box>691 1562 721 1575</box>
news-item <box>550 514 722 738</box>
news-tag-label: خبرنامہ <box>1377 1033 1415 1046</box>
news-item-text: پاکستان کے وزیر اعظم نے کہا ہے کہ ملک میں ترقی اور خوشحالی کے لئے تمام ادارے مل کر کام کر رہے ہیں اور عوام کو ریلیف فراہم کرنا حکومت کی اولین ترجیح ہے، انہوں نے کہا کہ معیشت کو مستحکم بنانے کے لئے اقدامات کئے جا رہے ہیں اور سرمایہ کاری کے لئے سازگار ماحول فراہم کیا جا رہا ہے، اجلاس میں صوبائی وزراء اور اعلیٰ حکام نے شرکت کی جبکہ مختلف منصوبوں پر تفصیلی بریفنگ دی گئی۔ پاکستان کے وزیر اعظم نے کہا ہے کہ ملک میں ترقی اور خوشحالی کے لئے تمام ادارے مل کر کام کر رہے ہیں اور عوام کو ریلیف فراہم کرنا حکومت کی اولین ترجیح ہے، انہوں نے کہا کہ معیشت کو مستحکم بنانے کے لئے اقدامات کئے جا رہے ہیں اور سرمایہ کاری کے لئے سازگار ماحول فراہم کیا جا رہا ہے، اجلاس میں صوبائی وزراء اور اعلیٰ حکام نے شرکت کی جبکہ مختلف منصوبوں پر تفصیلی بریفنگ دی گئی۔ <box>912 1889 1084 2094</box>
news-tag-label: خبرنامہ <box>653 1562 691 1575</box>
news-tag-label: خبرنامہ <box>1015 1872 1053 1885</box>
news-item <box>550 1561 722 1889</box>
news-item-text: پاکستان کے وزیر اعظم نے کہا ہے کہ ملک میں ترقی اور خوشحالی کے لئے تمام ادارے مل کر کام کر رہے ہیں اور عوام کو ریلیف فراہم کرنا حکومت کی اولین ترجیح ہے، انہوں نے کہا کہ معیشت کو مستحکم بنانے کے لئے اقدامات کئے جا رہے ہیں اور سرمایہ کاری کے لئے سازگار ماحول فراہم کیا جا رہا ہے، اجلاس میں صوبائی وزراء اور اعلیٰ حکام نے شرکت کی جبکہ مختلف منصوبوں پر تفصیلی بریفنگ دی گئی۔ پاکستان کے وزیر اعظم نے کہا ہے کہ ملک میں ترقی اور خوشحالی کے لئے تمام ادارے مل کر کام کر رہے ہیں اور عوام کو ریلیف فراہم کرنا حکومت کی اولین ترجیح ہے، انہوں نے کہا کہ معیشت کو مستحکم بنانے کے لئے اقدامات کئے جا رہے ہیں اور سرمایہ کاری کے لئے سازگار ماحول فراہم کیا جا رہا ہے، اجلاس میں صوبائی وزراء اور اعلیٰ حکام نے شرکت کی جبکہ مختلف منصوبوں پر تفصیلی بریفنگ دی گئی۔ <box>369 302 541 507</box>
news-source-label: روزنامہ اکثریت <box>7 159 110 172</box>
news-item-text: پاکستان کے وزیر اعظم نے کہا ہے کہ ملک میں ترقی اور خوشحالی کے لئے تمام ادارے مل کر کام کر رہے ہیں اور عوام کو ریلیف فراہم کرنا حکومت کی اولین ترجیح ہے، انہوں نے کہا کہ معیشت کو مستحکم بنانے کے لئے اقدامات کئے جا رہے ہیں اور سرمایہ کاری کے لئے سازگار ماحول فراہم کیا جا رہا ہے، اجلاس میں صوبائی وزراء اور اعلیٰ حکام نے شرکت کی جبکہ مختلف منصوبوں پر تفصیلی بریفنگ دی گئی۔ پاکستان کے وزیر اعظم نے کہا ہے کہ ملک میں ترقی اور خوشحالی کے لئے تمام ادارے مل کر کام کر رہے ہیں اور عوام کو ریلیف فراہم کرنا حکومت کی اولین ترجیح ہے، انہوں نے کہا کہ معیشت کو مستحکم بنانے کے لئے اقدامات کئے جا رہے ہیں اور سرمایہ کاری کے لئے سازگار ماحول فراہم کیا جا رہا ہے، اجلاس میں صوبائی وزراء اور اعلیٰ حکام نے شرکت کی جبکہ مختلف منصوبوں پر تفصیلی بریفنگ دی گئی۔ <box>912 1659 1084 1864</box>
news-item-number: 35 <box>872 1516 902 1529</box>
news-item <box>188 1204 360 1325</box>
news-item-text: پاکستان کے وزیر اعظم نے کہا ہے کہ ملک میں ترقی اور خوشحالی کے لئے تمام ادارے مل کر کام کر رہے ہیں اور عوام کو ریلیف فراہم کرنا حکومت کی اولین ترجیح ہے، انہوں نے کہا کہ معیشت کو مستحکم بنانے کے لئے اقدامات کئے جا رہے ہیں اور سرمایہ کاری کے لئے سازگار ماحول فراہم کیا جا رہا ہے، اجلاس میں صوبائی وزراء اور اعلیٰ حکام نے شرکت کی جبکہ مختلف منصوبوں پر تفصیلی بریفنگ دی گئی۔ پاکستان کے وزیر اعظم نے کہا ہے کہ ملک میں ترقی اور خوشحالی کے لئے تمام ادارے مل کر کام کر رہے ہیں اور عوام کو ریلیف فراہم کرنا حکومت کی اولین ترجیح ہے، انہوں نے کہا کہ معیشت کو مستحکم بنانے کے لئے اقدامات کئے جا رہے ہیں اور سرمایہ کاری کے لئے سازگار ماحول فراہم کیا جا رہا ہے، اجلاس میں صوبائی وزراء اور اعلیٰ حکام نے شرکت کی جبکہ مختلف منصوبوں پر تفصیلی بریفنگ دی گئی۔ پاکستان کے وزیر اعظم نے کہا ہے کہ ملک میں ترقی اور خوشحالی کے لئے تمام ادارے مل کر کام کر رہے ہیں اور عوام کو ریلیف فراہم کرنا حکومت کی اولین ترجیح ہے، انہوں نے کہا کہ معیشت کو مستحکم بنانے کے لئے اقدامات کئے جا رہے ہیں اور سرمایہ کاری کے لئے سازگار ماحول فراہم کیا جا رہا ہے، اجلاس میں صوبائی وزراء اور اعلیٰ حکام نے شرکت کی جبکہ مختلف منصوبوں پر تفصیلی بریفنگ دی گئی۔ <box>912 49 1084 357</box>
news-source-label: روزنامہ اکثریت <box>189 1332 291 1345</box>
news-item-number: 11 <box>1234 389 1264 402</box>
news-item-header <box>550 871 722 886</box>
news-item-number: 36 <box>691 32 721 45</box>
news-item <box>1274 2159 1446 2280</box>
news-tag-label: خبرنامہ <box>472 745 510 758</box>
news-item <box>369 158 541 279</box>
news-item <box>369 1227 541 1451</box>
news-tag-label: خبرنامہ <box>291 745 329 758</box>
news-tag-label: خبرنامہ <box>1377 1263 1415 1276</box>
news-item-number: 33 <box>872 952 902 965</box>
news-item-number: 70 <box>148 619 178 632</box>
news-item-number: 45 <box>691 1895 721 1908</box>
news-item <box>6 618 179 842</box>
news-item-number: 42 <box>691 1102 721 1115</box>
news-source-label: روزنامہ اکثریت <box>7 849 110 862</box>
news-tag-label: خبرنامہ <box>653 745 691 758</box>
news-item-number: 58 <box>329 262 359 275</box>
news-item-text: پاکستان کے وزیر اعظم نے کہا ہے کہ ملک میں ترقی اور خوشحالی کے لئے تمام ادارے مل کر کام کر رہے ہیں اور عوام کو ریلیف فراہم کرنا حکومت کی اولین ترجیح ہے، انہوں نے کہا کہ معیشت کو مستحکم بنانے کے لئے اقدامات کئے جا رہے ہیں اور سرمایہ کاری کے لئے سازگار ماحول فراہم کیا جا رہا ہے، اجلاس میں صوبائی وزراء اور اعلیٰ حکام نے شرکت کی جبکہ مختلف منصوبوں پر تفصیلی بریفنگ دی گئی۔ پاکستان کے وزیر اعظم نے کہا ہے کہ ملک میں ترقی اور خوشحالی کے لئے تمام ادارے مل کر کام کر رہے ہیں اور عوام کو ریلیف فراہم کرنا حکومت کی اولین ترجیح ہے، انہوں نے کہا کہ معیشت کو مستحکم بنانے کے لئے اقدامات کئے جا رہے ہیں اور سرمایہ کاری کے لئے سازگار ماحول فراہم کیا جا رہا ہے، اجلاس میں صوبائی وزراء اور اعلیٰ حکام نے شرکت کی جبکہ مختلف منصوبوں پر تفصیلی بریفنگ دی گئی۔ <box>188 762 360 967</box>
news-source-label: روزنامہ اکثریت <box>913 366 1015 379</box>
news-source-label: روزنامہ اکثریت <box>551 32 653 45</box>
news-column <box>1271 28 1448 2390</box>
news-item <box>1093 1388 1265 1612</box>
news-item <box>6 158 179 382</box>
news-item-number: 46 <box>691 2022 721 2035</box>
city-text: پشاور <box>1306 2 1344 20</box>
news-tag-label: خبرنامہ <box>1196 1389 1234 1402</box>
news-item-number: 62 <box>329 975 359 988</box>
news-source-label: روزنامہ اکثریت <box>1094 389 1196 402</box>
news-item-text: پاکستان کے وزیر اعظم نے کہا ہے کہ ملک میں ترقی اور خوشحالی کے لئے تمام ادارے مل کر کام کر رہے ہیں اور عوام کو ریلیف فراہم کرنا حکومت کی اولین ترجیح ہے، انہوں نے کہا کہ معیشت کو مستحکم بنانے کے لئے اقدامات کئے جا رہے ہیں اور سرمایہ کاری کے لئے سازگار ماحول فراہم کیا جا رہا ہے، اجلاس میں صوبائی وزراء اور اعلیٰ حکام نے شرکت کی جبکہ مختلف منصوبوں پر تفصیلی بریفنگ دی گئی۔ پاکستان کے وزیر اعظم نے کہا ہے کہ ملک میں ترقی اور خوشحالی کے لئے تمام ادارے مل کر کام کر رہے ہیں اور عوام کو ریلیف فراہم کرنا حکومت کی اولین ترجیح ہے، انہوں نے کہا کہ معیشت کو مستحکم بنانے کے لئے اقدامات کئے جا رہے ہیں اور سرمایہ کاری کے لئے سازگار ماحول فراہم کیا جا رہا ہے، اجلاس میں صوبائی وزراء اور اعلیٰ حکام نے شرکت کی جبکہ مختلف منصوبوں پر تفصیلی بریفنگ دی گئی۔ <box>188 992 360 1197</box>
news-source-label: روزنامہ اکثریت <box>1275 469 1377 482</box>
news-item <box>1093 721 1265 1049</box>
news-item <box>1093 31 1265 152</box>
news-item-header <box>6 31 179 46</box>
news-item-header <box>188 1894 360 1909</box>
news-item-number: 43 <box>691 1228 721 1241</box>
news-tag-label: خبرنامہ <box>653 2022 691 2035</box>
issue-date: بدھ 20 فروری 2019ء <box>6 3 150 19</box>
news-source-label: روزنامہ اکثریت <box>7 619 110 632</box>
news-item-text: پاکستان کے وزیر اعظم نے کہا ہے کہ ملک میں ترقی اور خوشحالی کے لئے تمام ادارے مل کر کام کر رہے ہیں اور عوام کو ریلیف فراہم کرنا حکومت کی اولین ترجیح ہے، انہوں نے کہا کہ معیشت کو مستحکم بنانے کے لئے اقدامات کئے جا رہے ہیں اور سرمایہ کاری کے لئے سازگار ماحول فراہم کیا جا رہا ہے، اجلاس میں صوبائی وزراء اور اعلیٰ حکام نے شرکت کی جبکہ مختلف منصوبوں پر تفصیلی بریفنگ دی گئی۔ <box>550 1912 722 2013</box>
news-item-number: 13 <box>1234 1056 1264 1069</box>
news-item-text: پاکستان کے وزیر اعظم نے کہا ہے کہ ملک میں ترقی اور خوشحالی کے لئے تمام ادارے مل کر کام کر رہے ہیں اور عوام کو ریلیف فراہم کرنا حکومت کی اولین ترجیح ہے، انہوں نے کہا کہ معیشت کو مستحکم بنانے کے لئے اقدامات کئے جا رہے ہیں اور سرمایہ کاری کے لئے سازگار ماحول فراہم کیا جا رہا ہے، اجلاس میں صوبائی وزراء اور اعلیٰ حکام نے شرکت کی جبکہ مختلف منصوبوں پر تفصیلی بریفنگ دی گئی۔ <box>369 888 541 990</box>
news-item <box>188 974 360 1198</box>
news-source-label: روزنامہ اکثریت <box>913 596 1015 609</box>
news-item <box>912 721 1084 945</box>
news-tag-label: خبرنامہ <box>291 1665 329 1678</box>
news-source-label: روزنامہ اکثریت <box>732 32 834 45</box>
news-item-number: 7 <box>1415 1826 1445 1839</box>
news-item-header <box>369 1227 541 1242</box>
news-item-text: پاکستان کے وزیر اعظم نے کہا ہے کہ ملک میں ترقی اور خوشحالی کے لئے تمام ادارے مل کر کام کر رہے ہیں اور عوام کو ریلیف فراہم کرنا حکومت کی اولین ترجیح ہے، انہوں نے کہا کہ معیشت کو مستحکم بنانے کے لئے اقدامات کئے جا رہے ہیں اور سرمایہ کاری کے لئے سازگار ماحول فراہم کیا جا رہا ہے، اجلاس میں صوبائی وزراء اور اعلیٰ حکام نے شرکت کی جبکہ مختلف منصوبوں پر تفصیلی بریفنگ دی گئی۔ پاکستان کے وزیر اعظم نے کہا ہے کہ ملک میں ترقی اور خوشحالی کے لئے تمام ادارے مل کر کام کر رہے ہیں اور عوام کو ریلیف فراہم کرنا حکومت کی اولین ترجیح ہے، انہوں نے کہا کہ معیشت کو مستحکم بنانے کے لئے اقدامات کئے جا رہے ہیں اور سرمایہ کاری کے لئے سازگار ماحول فراہم کیا جا رہا ہے، اجلاس میں صوبائی وزراء اور اعلیٰ حکام نے شرکت کی جبکہ مختلف منصوبوں پر تفصیلی بریفنگ دی گئی۔ <box>912 969 1084 1174</box>
news-tag-label: خبرنامہ <box>834 722 872 735</box>
news-source-label: روزنامہ اکثریت <box>189 1665 291 1678</box>
news-item <box>1274 31 1446 462</box>
news-item-header <box>912 595 1084 610</box>
news-source-label: روزنامہ اکثریت <box>913 32 1015 45</box>
news-source-label: روزنامہ اکثریت <box>1094 722 1196 735</box>
news-item <box>550 871 722 1095</box>
news-item-text: پاکستان کے وزیر اعظم نے کہا ہے کہ ملک میں ترقی اور خوشحالی کے لئے تمام ادارے مل کر کام کر رہے ہیں اور عوام کو ریلیف فراہم کرنا حکومت کی اولین ترجیح ہے، انہوں نے کہا کہ معیشت کو مستحکم بنانے کے لئے اقدامات کئے جا رہے ہیں اور سرمایہ کاری کے لئے سازگار ماحول فراہم کیا جا رہا ہے، اجلاس میں صوبائی وزراء اور اعلیٰ حکام نے شرکت کی جبکہ مختلف منصوبوں پر تفصیلی بریفنگ دی گئی۔ پاکستان کے وزیر اعظم نے کہا ہے کہ ملک میں ترقی اور خوشحالی کے لئے تمام ادارے مل کر کام کر رہے ہیں اور عوام کو ریلیف فراہم کرنا حکومت کی اولین ترجیح ہے، انہوں نے کہا کہ معیشت کو مستحکم بنانے کے لئے اقدامات کئے جا رہے ہیں اور سرمایہ کاری کے لئے سازگار ماحول فراہم کیا جا رہا ہے، اجلاس میں صوبائی وزراء اور اعلیٰ حکام نے شرکت کی جبکہ مختلف منصوبوں پر تفصیلی بریفنگ دی گئی۔ <box>369 532 541 737</box>
news-item-text: پاکستان کے وزیر اعظم نے کہا ہے کہ ملک میں ترقی اور خوشحالی کے لئے تمام ادارے مل کر کام کر رہے ہیں اور عوام کو ریلیف فراہم کرنا حکومت کی اولین ترجیح ہے، انہوں نے کہا کہ معیشت کو مستحکم بنانے کے لئے اقدامات کئے جا رہے ہیں اور سرمایہ کاری کے لئے سازگار ماحول فراہم کیا جا رہا ہے، اجلاس میں صوبائی وزراء اور اعلیٰ حکام نے شرکت کی جبکہ مختلف منصوبوں پر تفصیلی بریفنگ دی گئی۔ <box>912 2349 1084 2450</box>
news-item-text: پاکستان کے وزیر اعظم نے کہا ہے کہ ملک میں ترقی اور خوشحالی کے لئے تمام ادارے مل کر کام کر رہے ہیں اور عوام کو ریلیف فراہم کرنا حکومت کی اولین ترجیح ہے، انہوں نے کہا کہ معیشت کو مستحکم بنانے کے لئے اقدامات کئے جا رہے ہیں اور سرمایہ کاری کے لئے سازگار ماحول فراہم کیا جا رہا ہے، اجلاس میں صوبائی وزراء اور اعلیٰ حکام نے شرکت کی جبکہ مختلف منصوبوں پر تفصیلی بریفنگ دی گئی۔ پاکستان کے وزیر اعظم نے کہا ہے کہ ملک میں ترقی اور خوشحالی کے لئے تمام ادارے مل کر کام کر رہے ہیں اور عوام کو ریلیف فراہم کرنا حکومت کی اولین ترجیح ہے، انہوں نے کہا کہ معیشت کو مستحکم بنانے کے لئے اقدامات کئے جا رہے ہیں اور سرمایہ کاری کے لئے سازگار ماحول فراہم کیا جا رہا ہے، اجلاس میں صوبائی وزراء اور اعلیٰ حکام نے شرکت کی جبکہ مختلف منصوبوں پر تفصیلی بریفنگ دی گئی۔ <box>912 382 1084 587</box>
news-item-text: پاکستان کے وزیر اعظم نے کہا ہے کہ ملک میں ترقی اور خوشحالی کے لئے تمام ادارے مل کر کام کر رہے ہیں اور عوام کو ریلیف فراہم کرنا حکومت کی اولین ترجیح ہے، انہوں نے کہا کہ معیشت کو مستحکم بنانے کے لئے اقدامات کئے جا رہے ہیں اور سرمایہ کاری کے لئے سازگار ماحول فراہم کیا جا رہا ہے، اجلاس میں صوبائی وزراء اور اعلیٰ حکام نے شرکت کی جبکہ مختلف منصوبوں پر تفصیلی بریفنگ دی گئی۔ پاکستان کے وزیر اعظم نے کہا ہے کہ ملک میں ترقی اور خوشحالی کے لئے تمام ادارے مل کر کام کر رہے ہیں اور عوام کو ریلیف فراہم کرنا حکومت کی اولین ترجیح ہے، انہوں نے کہا کہ معیشت کو مستحکم بنانے کے لئے اقدامات کئے جا رہے ہیں اور سرمایہ کاری کے لئے سازگار ماحول فراہم کیا جا رہا ہے، اجلاس میں صوبائی وزراء اور اعلیٰ حکام نے شرکت کی جبکہ مختلف منصوبوں پر تفصیلی بریفنگ دی گئی۔ پاکستان کے وزیر اعظم نے کہا ہے کہ ملک میں ترقی اور خوشحالی کے لئے تمام ادارے مل کر کام کر رہے ہیں اور عوام کو ریلیف فراہم کرنا حکومت کی اولین ترجیح ہے، انہوں نے کہا کہ معیشت کو مستحکم بنانے کے لئے اقدامات کئے جا رہے ہیں اور سرمایہ کاری کے لئے سازگار ماحول فراہم کیا جا رہا ہے، اجلاس میں صوبائی وزراء اور اعلیٰ حکام نے شرکت کی جبکہ مختلف منصوبوں پر تفصیلی بریفنگ دی گئی۔ <box>1093 739 1265 1047</box>
news-item <box>188 491 360 612</box>
news-item-number: 25 <box>1053 1642 1083 1655</box>
news-tag-label: خبرنامہ <box>653 1102 691 1115</box>
news-tag-label: خبرنامہ <box>291 262 329 275</box>
news-item-header <box>1093 31 1265 46</box>
news-item-number: 1 <box>1415 32 1445 45</box>
news-item-header <box>1093 1848 1265 1863</box>
news-item-header <box>550 514 722 529</box>
news-item-text: پاکستان کے وزیر اعظم نے کہا ہے کہ ملک میں ترقی اور خوشحالی کے لئے تمام ادارے مل کر کام کر رہے ہیں اور عوام کو ریلیف فراہم کرنا حکومت کی اولین ترجیح ہے، انہوں نے کہا کہ معیشت کو مستحکم بنانے کے لئے اقدامات کئے جا رہے ہیں اور سرمایہ کاری کے لئے سازگار ماحول فراہم کیا جا رہا ہے، اجلاس میں صوبائی وزراء اور اعلیٰ حکام نے شرکت کی جبکہ مختلف منصوبوں پر تفصیلی بریفنگ دی گئی۔ پاکستان کے وزیر اعظم نے کہا ہے کہ ملک میں ترقی اور خوشحالی کے لئے تمام ادارے مل کر کام کر رہے ہیں اور عوام کو ریلیف فراہم کرنا حکومت کی اولین ترجیح ہے، انہوں نے کہا کہ معیشت کو مستحکم بنانے کے لئے اقدامات کئے جا رہے ہیں اور سرمایہ کاری کے لئے سازگار ماحول فراہم کیا جا رہا ہے، اجلاس میں صوبائی وزراء اور اعلیٰ حکام نے شرکت کی جبکہ مختلف منصوبوں پر تفصیلی بریفنگ دی گئی۔ <box>369 1015 541 1220</box>
news-item <box>550 388 722 509</box>
news-item-number: 55 <box>510 1458 540 1471</box>
news-tag-label: خبرنامہ <box>1196 722 1234 735</box>
news-item-header <box>6 1101 179 1116</box>
news-item-header <box>1274 1492 1446 1507</box>
news-source-label: روزنامہ اکثریت <box>189 975 291 988</box>
news-source-label: روزنامہ اکثریت <box>732 952 834 965</box>
news-source-label: روزنامہ اکثریت <box>1275 1493 1377 1506</box>
news-item-header <box>188 974 360 989</box>
news-item <box>1274 1262 1446 1486</box>
news-source-label: روزنامہ اکثریت <box>551 745 653 758</box>
news-item-header <box>369 997 541 1012</box>
news-item-number: 5 <box>1415 1263 1445 1276</box>
news-source-label: روزنامہ اکثریت <box>732 1182 834 1195</box>
news-item-header <box>912 1515 1084 1530</box>
news-item-text: پاکستان کے وزیر اعظم نے کہا ہے کہ ملک میں ترقی اور خوشحالی کے لئے تمام ادارے مل کر کام کر رہے ہیں اور عوام کو ریلیف فراہم کرنا حکومت کی اولین ترجیح ہے، انہوں نے کہا کہ معیشت کو مستحکم بنانے کے لئے اقدامات کئے جا رہے ہیں اور سرمایہ کاری کے لئے سازگار ماحول فراہم کیا جا رہا ہے، اجلاس میں صوبائی وزراء اور اعلیٰ حکام نے شرکت کی جبکہ مختلف منصوبوں پر تفصیلی بریفنگ دی گئی۔ پاکستان کے وزیر اعظم نے کہا ہے کہ ملک میں ترقی اور خوشحالی کے لئے تمام ادارے مل کر کام کر رہے ہیں اور عوام کو ریلیف فراہم کرنا حکومت کی اولین ترجیح ہے، انہوں نے کہا کہ معیشت کو مستحکم بنانے کے لئے اقدامات کئے جا رہے ہیں اور سرمایہ کاری کے لئے سازگار ماحول فراہم کیا جا رہا ہے، اجلاس میں صوبائی وزراء اور اعلیٰ حکام نے شرکت کی جبکہ مختلف منصوبوں پر تفصیلی بریفنگ دی گئی۔ <box>369 1245 541 1450</box>
news-item <box>6 1561 179 1889</box>
news-item <box>369 514 541 738</box>
news-source-label: روزنامہ اکثریت <box>913 952 1015 965</box>
news-source-label: روزنامہ اکثریت <box>370 872 472 885</box>
news-tag-label: خبرنامہ <box>472 872 510 885</box>
news-item-number: 40 <box>691 745 721 758</box>
news-tag-label: خبرنامہ <box>653 1895 691 1908</box>
news-column <box>185 28 362 2390</box>
news-source-label: روزنامہ اکثریت <box>370 515 472 528</box>
news-item-header <box>1093 721 1265 736</box>
news-item-text: پاکستان کے وزیر اعظم نے کہا ہے کہ ملک میں ترقی اور خوشحالی کے لئے تمام ادارے مل کر کام کر رہے ہیں اور عوام کو ریلیف فراہم کرنا حکومت کی اولین ترجیح ہے، انہوں نے کہا کہ معیشت کو مستحکم بنانے کے لئے اقدامات کئے جا رہے ہیں اور سرمایہ کاری کے لئے سازگار ماحول فراہم کیا جا رہا ہے، اجلاس میں صوبائی وزراء اور اعلیٰ حکام نے شرکت کی جبکہ مختلف منصوبوں پر تفصیلی بریفنگ دی گئی۔ پاکستان کے وزیر اعظم نے کہا ہے کہ ملک میں ترقی اور خوشحالی کے لئے تمام ادارے مل کر کام کر رہے ہیں اور عوام کو ریلیف فراہم کرنا حکومت کی اولین ترجیح ہے، انہوں نے کہا کہ معیشت کو مستحکم بنانے کے لئے اقدامات کئے جا رہے ہیں اور سرمایہ کاری کے لئے سازگار ماحول فراہم کیا جا رہا ہے، اجلاس میں صوبائی وزراء اور اعلیٰ حکام نے شرکت کی جبکہ مختلف منصوبوں پر تفصیلی بریفنگ دی گئی۔ <box>1093 2096 1265 2301</box>
news-item-number: 64 <box>329 1332 359 1345</box>
news-item <box>731 491 903 715</box>
news-item-text: پاکستان کے وزیر اعظم نے کہا ہے کہ ملک میں ترقی اور خوشحالی کے لئے تمام ادارے مل کر کام کر رہے ہیں اور عوام کو ریلیف فراہم کرنا حکومت کی اولین ترجیح ہے، انہوں نے کہا کہ معیشت کو مستحکم بنانے کے لئے اقدامات کئے جا رہے ہیں اور سرمایہ کاری کے لئے سازگار ماحول فراہم کیا جا رہا ہے، اجلاس میں صوبائی وزراء اور اعلیٰ حکام نے شرکت کی جبکہ مختلف منصوبوں پر تفصیلی بریفنگ دی گئی۔ <box>188 509 360 610</box>
news-item-number: 26 <box>1053 1872 1083 1885</box>
news-source-label: روزنامہ اکثریت <box>551 389 653 402</box>
news-item-header <box>550 31 722 46</box>
news-item-number: 37 <box>691 159 721 172</box>
news-item-text: پاکستان کے وزیر اعظم نے کہا ہے کہ ملک میں ترقی اور خوشحالی کے لئے تمام ادارے مل کر کام کر رہے ہیں اور عوام کو ریلیف فراہم کرنا حکومت کی اولین ترجیح ہے، انہوں نے کہا کہ معیشت کو مستحکم بنانے کے لئے اقدامات کئے جا رہے ہیں اور سرمایہ کاری کے لئے سازگار ماحول فراہم کیا جا رہا ہے، اجلاس میں صوبائی وزراء اور اعلیٰ حکام نے شرکت کی جبکہ مختلف منصوبوں پر تفصیلی بریفنگ دی گئی۔ <box>369 762 541 863</box>
news-column <box>4 28 181 2390</box>
news-item-number: 59 <box>329 492 359 505</box>
news-tag-label: خبرنامہ <box>653 32 691 45</box>
news-source-label: روزنامہ اکثریت <box>189 1895 291 1908</box>
news-tag-label: خبرنامہ <box>110 389 148 402</box>
news-tag-label: خبرنامہ <box>291 1205 329 1218</box>
news-item-number: 74 <box>148 1332 178 1345</box>
news-item <box>731 31 903 359</box>
news-item-number: 29 <box>872 32 902 45</box>
newspaper-title <box>1233 2 1444 20</box>
news-source-label: روزنامہ اکثریت <box>1094 2079 1196 2092</box>
